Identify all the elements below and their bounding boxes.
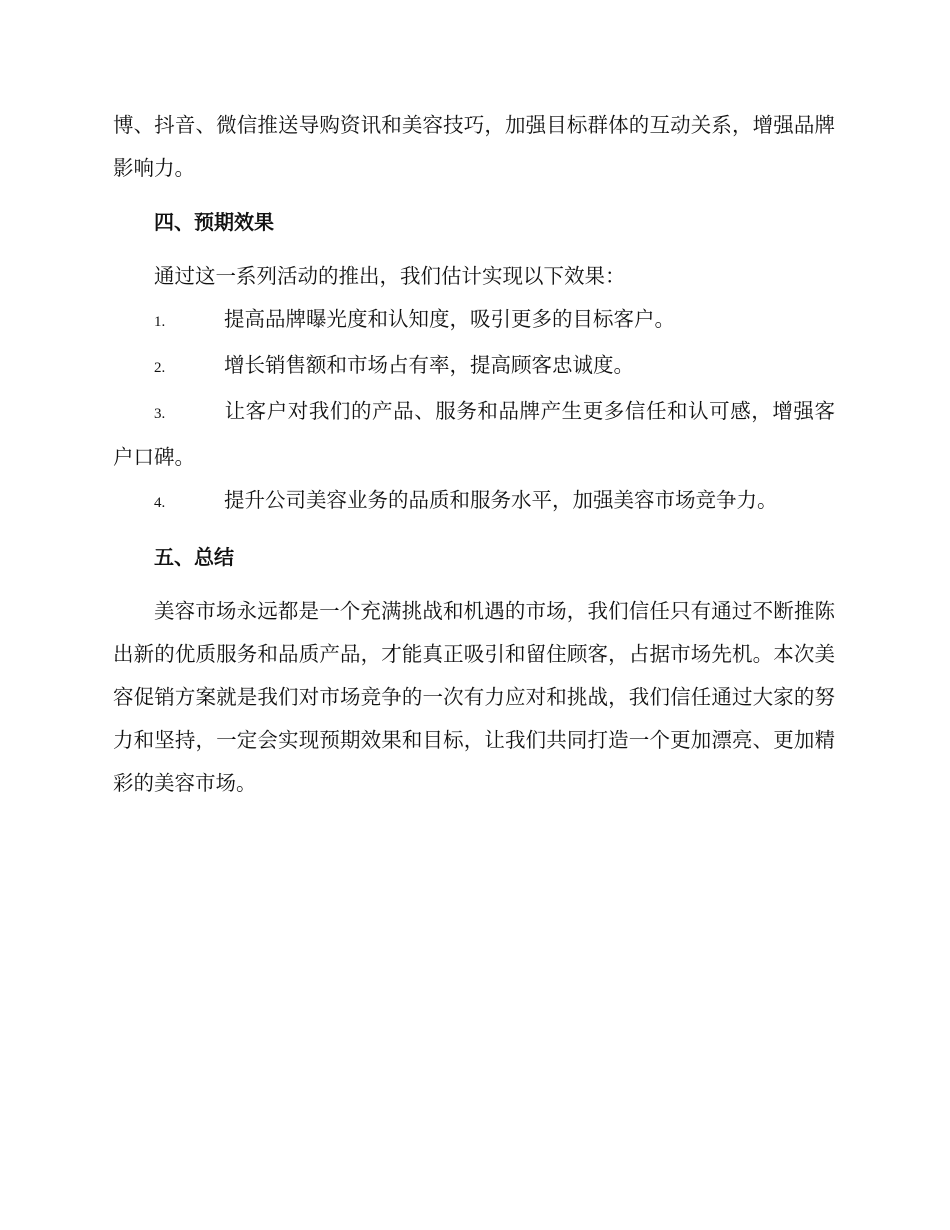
document-page bbox=[113, 104, 835, 805]
list-item-text: 让客户对我们的产品、服务和品牌产生更多信任和认可感，增强客户口碑。 bbox=[113, 399, 835, 469]
list-item bbox=[113, 344, 835, 390]
summary-paragraph: 美容市场永远都是一个充满挑战和机遇的市场，我们信任只有通过不断推陈出新的优质服务和品质产品，才能真正吸引和留住顾客，占据市场先机。本次美容促销方案就是我们对市场竞争的一次有力应对和挑战，我们信任通过大家的努力和坚持，一定会实现预期效果和目标，让我们共同打造一个更加漂亮、更加精彩的美容市场。 bbox=[113, 599, 835, 795]
list-item bbox=[113, 479, 835, 525]
intro-paragraph: 博、抖音、微信推送导购资讯和美容技巧，加强目标群体的互动关系，增强品牌影响力。 bbox=[113, 113, 835, 180]
list-item-number: 4. bbox=[154, 495, 166, 511]
list-item bbox=[113, 298, 835, 344]
section-4-heading: 四、预期效果 bbox=[154, 210, 274, 234]
list-item-text: 提高品牌曝光度和认知度，吸引更多的目标客户。 bbox=[224, 307, 675, 331]
list-item-number: 1. bbox=[154, 314, 166, 330]
list-item-text: 增长销售额和市场占有率，提高顾客忠诚度。 bbox=[224, 353, 634, 377]
section-4-lead: 通过这一系列活动的推出，我们估计实现以下效果： bbox=[154, 264, 626, 288]
list-item bbox=[113, 390, 835, 479]
list-item-number: 2. bbox=[154, 360, 166, 376]
list-item-number: 3. bbox=[154, 406, 166, 422]
list-item-text: 提升公司美容业务的品质和服务水平，加强美容市场竞争力。 bbox=[224, 488, 778, 512]
expected-effects-list bbox=[113, 298, 835, 525]
section-5-heading: 五、总结 bbox=[154, 545, 234, 569]
